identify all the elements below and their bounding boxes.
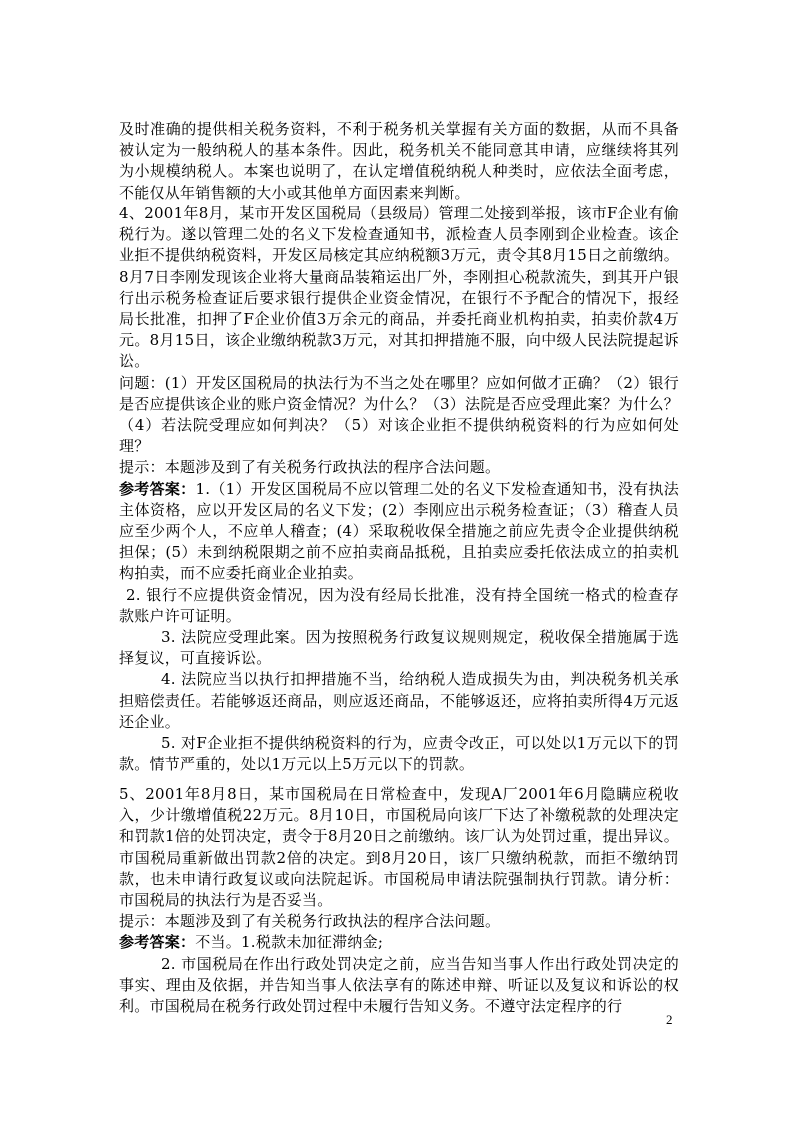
case-5-answer-label: 参考答案： xyxy=(119,933,196,952)
case-4-answer-1-text: 1.（1）开发区国税局不应以管理二处的名义下发检查通知书，没有执法主体资格，应以开发区局的名义下发；(2）李刚应出示税务检查证；（3）稽查人员应至少两个人，不应单人稽查；(4）采取税收保全措施之前应先责令企业提供纳税担保；(5）未到纳税限期之前不应拍卖商品抵税，且拍卖应委托依法成立的拍卖机构拍卖，而不应委托商业企业拍卖。 xyxy=(119,479,679,583)
case-4-answer-label: 参考答案： xyxy=(119,479,196,498)
page-number: 2 xyxy=(666,1012,673,1027)
case-4-questions: 问题：(1）开发区国税局的执法行为不当之处在哪里？应如何做才正确？（2）银行是否应提供该企业的账户资金情况？为什么？（3）法院是否应受理此案？为什么？（4）若法院受理应如何判决？（5）对该企业拒不提供纳税资料的行为应如何处理？ xyxy=(119,373,679,456)
intro-paragraph: 及时准确的提供相关税务资料，不利于税务机关掌握有关方面的数据，从而不具备被认定为一般纳税人的基本条件。因此，税务机关不能同意其申请，应继续将其列为小规模纳税人。本案也说明了，在认定增值税纳税人种类时，应依法全面考虑，不能仅从年销售额的大小或其他单方面因素来判断。 xyxy=(119,120,679,202)
case-4-section xyxy=(119,203,679,775)
case-4-answer-2: 2. 银行不应提供资金情况，因为没有经局长批准，没有持全国统一格式的检查存款账户许可证明。 xyxy=(119,585,679,625)
case-4-answer-4: 4. 法院应当以执行扣押措施不当，给纳税人造成损失为由，判决税务机关承担赔偿责任。若能够返还商品，则应返还商品，不能够返还，应将拍卖所得4万元返还企业。 xyxy=(119,670,679,731)
case-5-section xyxy=(119,784,679,1017)
case-5-answer-2: 2. 市国税局在作出行政处罚决定之前，应当告知当事人作出行政处罚决定的事实、理由及依据，并告知当事人依法享有的陈述申辩、听证以及复议和诉讼的权利。市国税局在税务行政处罚过程中未履行告知义务。不遵守法定程序的行 xyxy=(119,954,679,1016)
case-4-body: 4、2001年8月，某市开发区国税局（县级局）管理二处接到举报，该市F企业有偷税行为。遂以管理二处的名义下发检查通知书，派检查人员李刚到企业检查。该企业拒不提供纳税资料，开发区局核定其应纳税额3万元，责令其8月15日之前缴纳。8月7日李刚发现该企业将大量商品装箱运出厂外，李刚担心税款流失，到其开户银行出示税务检查证后要求银行提供企业资金情况，在银行不予配合的情况下，报经局长批准，扣押了F企业价值3万余元的商品，并委托商业机构拍卖，拍卖价款4万元。8月15日，该企业缴纳税款3万元，对其扣押措施不服，向中级人民法院提起诉讼。 xyxy=(119,204,679,371)
case-5-answer-1 xyxy=(119,932,679,953)
case-5-answer-1-text: 不当。1.税款未加征滞纳金; xyxy=(195,933,384,952)
case-4-hint: 提示：本题涉及到了有关税务行政执法的程序合法问题。 xyxy=(119,458,501,477)
case-4-answer-5: 5. 对F企业拒不提供纳税资料的行为，应责令改正，可以处以1万元以下的罚款。情节严重的，处以1万元以上5万元以下的罚款。 xyxy=(119,734,679,774)
case-5-hint: 提示：本题涉及到了有关税务行政执法的程序合法问题。 xyxy=(119,912,501,931)
intro-section xyxy=(119,119,679,204)
case-4-answer-3: 3. 法院应受理此案。因为按照税务行政复议规则规定，税收保全措施属于选择复议，可直接诉讼。 xyxy=(119,628,679,668)
case-4-answer-1 xyxy=(119,479,679,585)
case-5-body: 5、2001年8月8日，某市国税局在日常检查中，发现A厂2001年6月隐瞒应税收入，少计缴增值税22万元。8月10日，市国税局向该厂下达了补缴税款的处理决定和罚款1倍的处罚决定，责令于8月20日之前缴纳。该厂认为处罚过重，提出异议。市国税局重新做出罚款2倍的决定。到8月20日，该厂只缴纳税款，而拒不缴纳罚款，也未申请行政复议或向法院起诉。市国税局申请法院强制执行罚款。请分析：市国税局的执法行为是否妥当。 xyxy=(119,785,679,910)
